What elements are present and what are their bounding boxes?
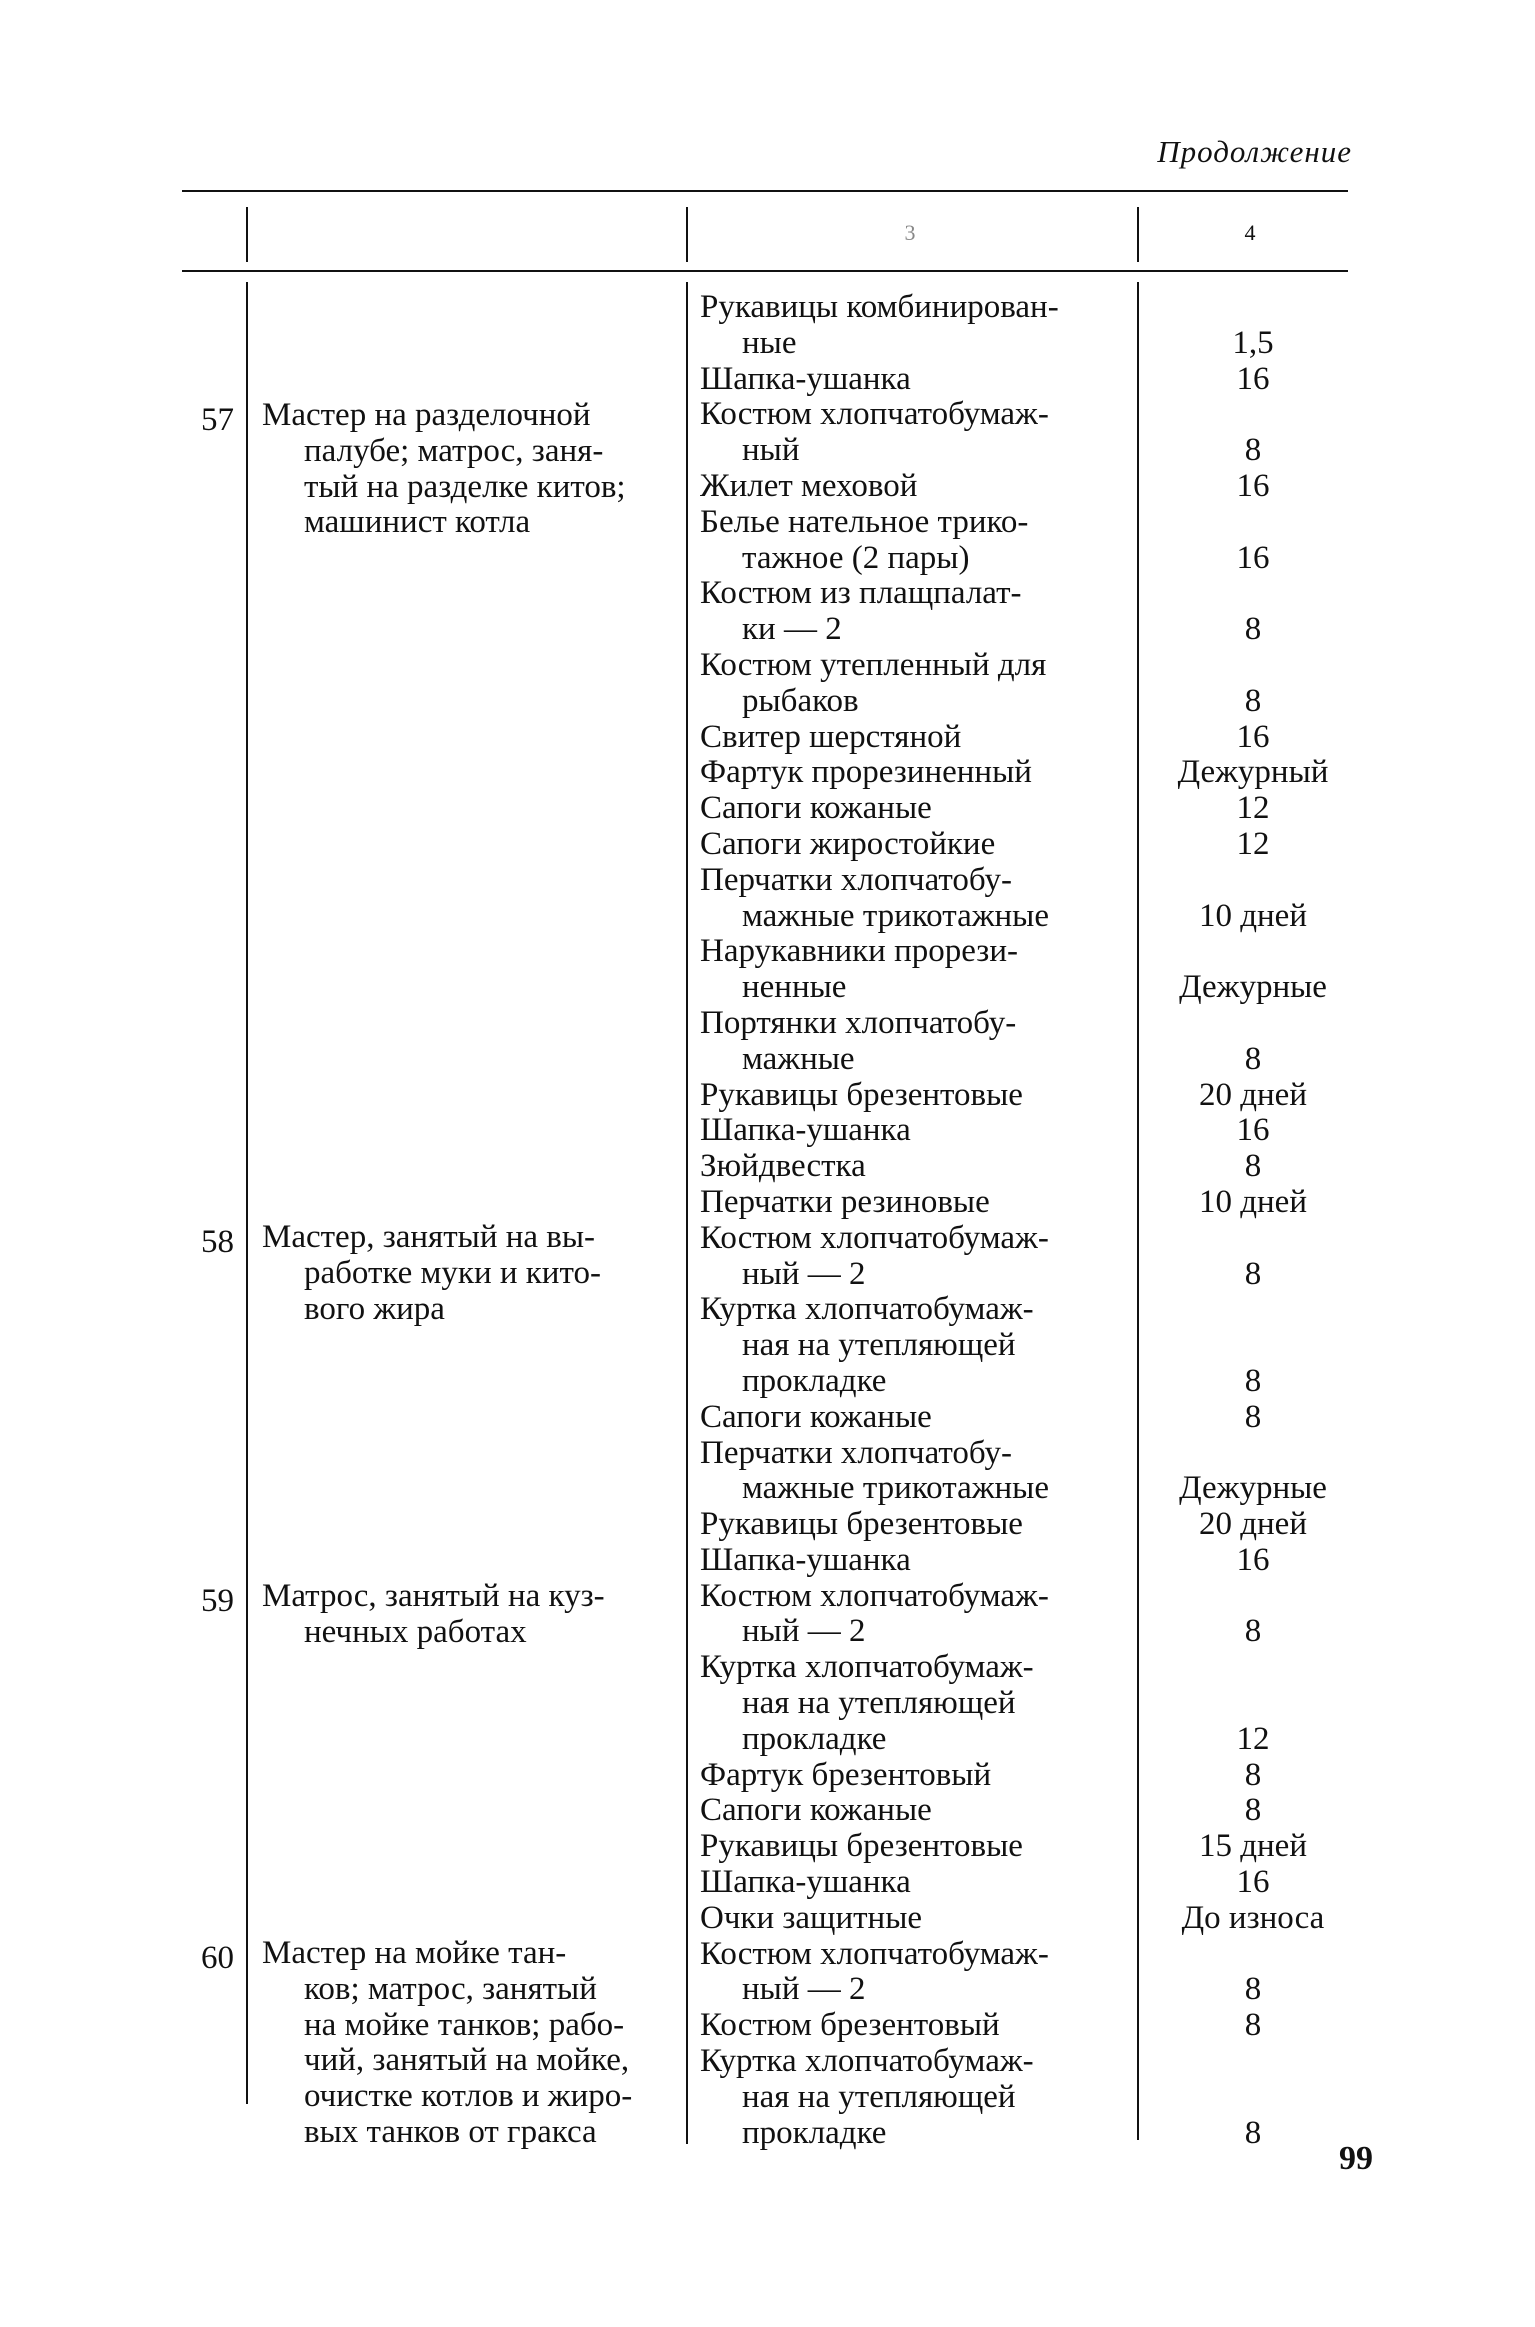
item-line: ненные: [742, 969, 847, 1006]
term-cell: [1142, 791, 1364, 827]
item-line: ный: [742, 432, 800, 469]
terms-column: [1142, 290, 1364, 2151]
item-name: [700, 1901, 1132, 1937]
item-cell: [700, 1937, 1132, 2009]
wear-term: 12: [1236, 1720, 1270, 1757]
item-line: Перчатки хлопчатобу-: [700, 861, 1012, 898]
position-cell: [262, 1220, 690, 1327]
item-name: [700, 1400, 1132, 1436]
item-line: Рукавицы брезентовые: [700, 1506, 1023, 1543]
wear-term: 8: [1244, 2114, 1262, 2151]
term-cell: [1142, 1543, 1364, 1579]
wear-term: 1,5: [1232, 324, 1274, 361]
term-cell: [1142, 362, 1364, 398]
page-number: 99: [1339, 2140, 1373, 2177]
item-name: [700, 1937, 1132, 2009]
term-cell: [1142, 290, 1364, 362]
term-cell: [1142, 1507, 1364, 1543]
item-line: Костюм брезентовый: [700, 2007, 1000, 2044]
wear-term: 8: [1244, 1148, 1262, 1185]
item-line: Шапка-ушанка: [700, 1541, 911, 1578]
item-name: [700, 1006, 1132, 1078]
item-line: прокладке: [742, 2114, 887, 2151]
item-cell: [700, 1901, 1132, 1937]
wear-term: 10 дней: [1198, 897, 1307, 934]
row-number: 58: [201, 1224, 234, 1260]
item-line: прокладке: [742, 1362, 887, 1399]
item-line: Костюм хлопчатобумаж-: [700, 396, 1049, 433]
wear-term: 8: [1244, 1255, 1262, 1292]
header-col-4: 4: [1244, 220, 1256, 245]
wear-term: 8: [1244, 611, 1262, 648]
wear-term: 8: [1244, 1613, 1262, 1650]
item-line: прокладке: [742, 1720, 887, 1757]
term-cell: [1142, 1400, 1364, 1436]
term-cell: [1142, 1078, 1364, 1114]
item-line: Фартук брезентовый: [700, 1756, 992, 1793]
item-cell: [700, 720, 1132, 756]
item-cell: [700, 362, 1132, 398]
term-cell: [1142, 397, 1364, 469]
item-name: [700, 2008, 1132, 2044]
item-line: Сапоги кожаные: [700, 1792, 932, 1829]
term-cell: [1142, 1006, 1364, 1078]
row-number: 57: [201, 402, 234, 438]
item-line: Рукавицы брезентовые: [700, 1828, 1023, 1865]
item-name: [700, 1793, 1132, 1829]
term-cell: [1142, 1185, 1364, 1221]
term-cell: [1142, 1793, 1364, 1829]
wear-term: 8: [1244, 682, 1262, 719]
term-cell: [1142, 1113, 1364, 1149]
term-cell: [1142, 2008, 1364, 2044]
item-cell: [700, 934, 1132, 1006]
item-cell: [700, 1793, 1132, 1829]
position-line: ков; матрос, занятый: [304, 1970, 597, 2007]
wear-term: 8: [1244, 432, 1262, 469]
item-name: [700, 1758, 1132, 1794]
item-name: [700, 2044, 1132, 2151]
item-cell: [700, 2008, 1132, 2044]
item-name: [700, 755, 1132, 791]
term-cell: [1142, 720, 1364, 756]
item-cell: [700, 827, 1132, 863]
wear-term: 8: [1244, 1792, 1262, 1829]
header-divider: [686, 207, 688, 262]
term-cell: [1142, 1579, 1364, 1651]
item-line: Сапоги кожаные: [700, 790, 932, 827]
item-line: ная на утепляющей: [742, 1685, 1016, 1722]
item-name: [700, 934, 1132, 1006]
term-cell: [1142, 934, 1364, 1006]
term-cell: [1142, 1758, 1364, 1794]
item-cell: [700, 1113, 1132, 1149]
item-line: Перчатки хлопчатобу-: [700, 1434, 1012, 1471]
item-cell: [700, 648, 1132, 720]
item-line: Костюм хлопчатобумаж-: [700, 1219, 1049, 1256]
term-cell: [1142, 505, 1364, 577]
wear-term: 20 дней: [1198, 1076, 1307, 1113]
position-line: Мастер на разделочной: [262, 397, 591, 433]
item-cell: [700, 1507, 1132, 1543]
row-number: 59: [201, 1583, 234, 1619]
header-col-3: 3: [904, 220, 916, 245]
header-divider: [246, 207, 248, 262]
item-cell: [700, 1400, 1132, 1436]
wear-term: 12: [1236, 790, 1270, 827]
position-line: Мастер на мойке тан-: [262, 1935, 567, 1971]
term-cell: [1142, 1901, 1364, 1937]
item-name: [700, 505, 1132, 577]
item-line: Шапка-ушанка: [700, 1864, 911, 1901]
item-line: тажное (2 пары): [742, 539, 970, 576]
item-name: [700, 791, 1132, 827]
item-line: рыбаков: [742, 682, 859, 719]
item-line: Портянки хлопчатобу-: [700, 1004, 1017, 1041]
item-name: [700, 576, 1132, 648]
position-line: Матрос, занятый на куз-: [262, 1578, 605, 1614]
item-line: ная на утепляющей: [742, 1327, 1016, 1364]
item-name: [700, 1436, 1132, 1508]
position-line: машинист котла: [304, 504, 531, 541]
wear-term: 8: [1244, 1756, 1262, 1793]
column-divider: [1137, 282, 1139, 2140]
position-line: чий, занятый на мойке,: [304, 2042, 630, 2079]
item-cell: [700, 791, 1132, 827]
wear-term: Дежурные: [1179, 1470, 1327, 1507]
term-cell: [1142, 1436, 1364, 1508]
term-cell: [1142, 576, 1364, 648]
item-cell: [700, 1149, 1132, 1185]
item-name: [700, 1829, 1132, 1865]
item-line: Куртка хлопчатобумаж-: [700, 1649, 1034, 1686]
term-cell: [1142, 863, 1364, 935]
term-cell: [1142, 1937, 1364, 2009]
item-cell: [700, 1829, 1132, 1865]
wear-term: 16: [1236, 718, 1270, 755]
row-number: 60: [201, 1940, 234, 1976]
item-line: Куртка хлопчатобумаж-: [700, 1291, 1034, 1328]
item-line: Рукавицы брезентовые: [700, 1076, 1023, 1113]
continuation-label: Продолжение: [1157, 134, 1352, 169]
item-line: Костюм хлопчатобумаж-: [700, 1577, 1049, 1614]
term-cell: [1142, 469, 1364, 505]
item-cell: [700, 1185, 1132, 1221]
position-line: очистке котлов и жиро-: [304, 2078, 633, 2115]
term-cell: [1142, 1292, 1364, 1399]
term-cell: [1142, 755, 1364, 791]
item-cell: [700, 1650, 1132, 1757]
item-cell: [700, 1758, 1132, 1794]
item-name: [700, 1221, 1132, 1293]
item-line: Шапка-ушанка: [700, 360, 911, 397]
item-cell: [700, 2044, 1132, 2151]
item-name: [700, 1865, 1132, 1901]
item-cell: [700, 290, 1132, 362]
term-cell: [1142, 648, 1364, 720]
position-line: вого жира: [304, 1290, 445, 1327]
wear-term: 20 дней: [1198, 1506, 1307, 1543]
header-bottom-rule: [182, 270, 1348, 272]
item-cell: [700, 397, 1132, 469]
item-line: ки — 2: [742, 611, 842, 648]
item-name: [700, 1650, 1132, 1757]
item-line: Нарукавники прорези-: [700, 933, 1018, 970]
item-line: ные: [742, 324, 797, 361]
item-line: мажные: [742, 1040, 855, 1077]
wear-term: 8: [1244, 1971, 1262, 2008]
item-cell: [700, 505, 1132, 577]
position-cell: [262, 1579, 690, 1651]
wear-term: 16: [1236, 1541, 1270, 1578]
position-line: вых танков от гракса: [304, 2113, 597, 2150]
position-line: работке муки и кито-: [304, 1254, 601, 1291]
wear-term: 16: [1236, 1112, 1270, 1149]
item-name: [700, 1113, 1132, 1149]
item-line: Сапоги кожаные: [700, 1398, 932, 1435]
wear-term: 16: [1236, 539, 1270, 576]
item-cell: [700, 1006, 1132, 1078]
position-line: тый на разделке китов;: [304, 468, 626, 505]
item-line: Жилет меховой: [700, 467, 918, 504]
item-line: Перчатки резиновые: [700, 1183, 990, 1220]
item-line: Костюм хлопчатобумаж-: [700, 1935, 1049, 1972]
wear-term: До износа: [1181, 1899, 1325, 1936]
item-line: Костюм из плащпалат-: [700, 575, 1022, 612]
item-name: [700, 397, 1132, 469]
term-cell: [1142, 1221, 1364, 1293]
item-cell: [700, 1436, 1132, 1508]
item-line: ная на утепляющей: [742, 2078, 1016, 2115]
item-cell: [700, 1292, 1132, 1399]
wear-term: 16: [1236, 467, 1270, 504]
position-line: нечных работах: [304, 1613, 527, 1650]
item-line: Сапоги жиростойкие: [700, 825, 996, 862]
column-divider: [686, 282, 688, 2144]
position-line: на мойке танков; рабо-: [304, 2006, 625, 2043]
item-name: [700, 1078, 1132, 1114]
item-cell: [700, 755, 1132, 791]
item-line: мажные трикотажные: [742, 1470, 1049, 1507]
term-cell: [1142, 1650, 1364, 1757]
item-name: [700, 290, 1132, 362]
wear-term: 8: [1244, 1398, 1262, 1435]
item-name: [700, 362, 1132, 398]
item-name: [700, 1543, 1132, 1579]
item-cell: [700, 1865, 1132, 1901]
position-cell: [262, 1936, 690, 2151]
item-line: Костюм утепленный для: [700, 646, 1047, 683]
header-divider: [1137, 207, 1139, 262]
wear-term: 10 дней: [1198, 1183, 1307, 1220]
item-name: [700, 1149, 1132, 1185]
item-line: ный — 2: [742, 1613, 866, 1650]
wear-term: 8: [1244, 1362, 1262, 1399]
item-line: Белье нательное трико-: [700, 503, 1029, 540]
position-line: палубе; матрос, заня-: [304, 432, 604, 469]
item-cell: [700, 863, 1132, 935]
term-cell: [1142, 1829, 1364, 1865]
wear-term: 8: [1244, 2007, 1262, 2044]
item-line: Рукавицы комбинирован-: [700, 289, 1059, 325]
wear-term: 12: [1236, 825, 1270, 862]
item-name: [700, 1292, 1132, 1399]
item-name: [700, 469, 1132, 505]
item-name: [700, 720, 1132, 756]
item-line: ный — 2: [742, 1971, 866, 2008]
item-line: Зюйдвестка: [700, 1148, 866, 1185]
item-cell: [700, 1543, 1132, 1579]
item-line: Куртка хлопчатобумаж-: [700, 2043, 1034, 2080]
item-name: [700, 1507, 1132, 1543]
term-cell: [1142, 2044, 1364, 2151]
position-line: Мастер, занятый на вы-: [262, 1219, 596, 1255]
item-name: [700, 827, 1132, 863]
item-name: [700, 1579, 1132, 1651]
column-divider: [246, 282, 248, 2104]
wear-term: Дежурный: [1177, 754, 1329, 791]
item-line: ный — 2: [742, 1255, 866, 1292]
item-cell: [700, 576, 1132, 648]
item-name: [700, 1185, 1132, 1221]
wear-term: 8: [1244, 1040, 1262, 1077]
item-cell: [700, 1579, 1132, 1651]
position-cell: [262, 398, 690, 541]
item-line: мажные трикотажные: [742, 897, 1049, 934]
item-cell: [700, 469, 1132, 505]
wear-term: 15 дней: [1198, 1828, 1307, 1865]
term-cell: [1142, 827, 1364, 863]
item-name: [700, 648, 1132, 720]
item-cell: [700, 1078, 1132, 1114]
wear-term: 16: [1236, 1864, 1270, 1901]
item-line: Шапка-ушанка: [700, 1112, 911, 1149]
term-cell: [1142, 1865, 1364, 1901]
item-line: Очки защитные: [700, 1899, 923, 1936]
item-line: Свитер шерстяной: [700, 718, 962, 755]
top-rule: [182, 190, 1348, 192]
term-cell: [1142, 1149, 1364, 1185]
item-line: Фартук прорезиненный: [700, 754, 1032, 791]
wear-term: Дежурные: [1179, 969, 1327, 1006]
wear-term: 16: [1236, 360, 1270, 397]
item-name: [700, 863, 1132, 935]
item-cell: [700, 1221, 1132, 1293]
items-column: [700, 290, 1132, 2151]
